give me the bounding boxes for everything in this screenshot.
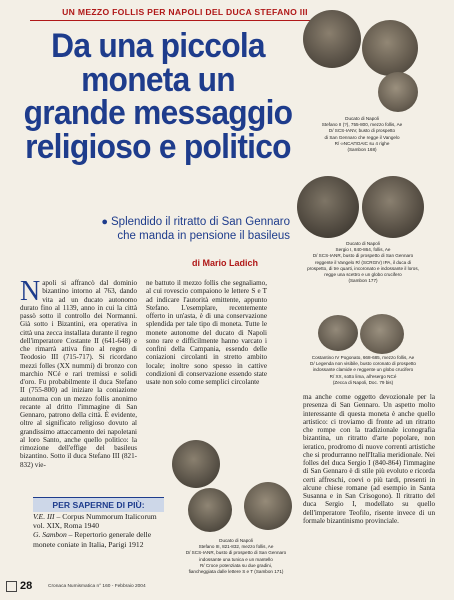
title-line-3: grande messaggio bbox=[23, 94, 293, 132]
drop-cap: N bbox=[20, 279, 41, 307]
caption-coin-4 bbox=[176, 538, 296, 575]
further-reading-heading: PER SAPERNE DI PIÙ: bbox=[33, 497, 164, 512]
caption-line: Sergio I, 840-864, follis, Ae bbox=[335, 247, 391, 253]
title-line-4: religioso e politico bbox=[25, 127, 291, 166]
column-3-text: ma anche come oggetto devozionale per la presenza di San Gennaro. Un aspetto molto interessante di questa moneta è anche quello artistico: ci troviamo di fronte ad un ritratto che rompe con la tradizionale iconografia bizantina, un ritratto d'arte popolare, non ieratico, prodromo di nuove correnti artistiche che si produrranno nell'Italia meridionale. Nei folles del duca Sergio I (840-864) l'immagine di San Gennaro è di stile più evoluto e ricorda certi affreschi, coevi o più tardi, presenti in alcune chiese romane (ad esempio in Santa Susanna e in San Crisogono). Il ritratto del duca Sergio I, modellato su quello dell'imperatore Teofilo, risente invece di un formale bizantinismo provinciale. bbox=[303, 393, 435, 525]
coin-image-4-reverse bbox=[244, 482, 292, 530]
caption-line: (Sambon 177) bbox=[348, 278, 378, 284]
caption-line: Ducato di Napoli bbox=[345, 116, 379, 121]
title-line-2: moneta un bbox=[81, 60, 235, 99]
caption-line: R/ ∞NCAΠOAIC su 4 righe bbox=[334, 140, 390, 146]
reference-author: G. Sambon bbox=[33, 530, 67, 540]
caption-line: D/ SCS-IANR, busto di prospetto di San Gennaro bbox=[185, 550, 287, 556]
subtitle-text: Splendido il ritratto di San Gennaro che manda in pensione il basileus bbox=[111, 216, 290, 242]
caption-line: prospetto, di tre quarti, incoronato e indossante il loros, bbox=[307, 265, 419, 271]
caption-line: R/ XX, sotto lima, all'esergo NCé bbox=[329, 373, 397, 379]
magazine-footer: Cronaca Numismatica n° 160 - Febbraio 2004 bbox=[48, 584, 146, 589]
caption-line: reggente il Vangelo R/ (SCRGIV) IPA, il duca di bbox=[314, 259, 412, 265]
coin-image-1-reverse bbox=[362, 20, 418, 76]
caption-line: Stefano II (?), 755-800, mezzo follis, Ae bbox=[321, 122, 403, 128]
column-1-text: apoli si affrancò dal dominio bizantino intorno al 763, dando vita ad un ducato autonomo durato fino al 1139, anno in cui la città passò sotto il controllo dei Normanni. Già sotto i Bizantini, era operativa in città una zecca installata durante il regno dell'imperatore Costante II (641-648) e che rimarrà attiva fino al regno di Teodosio III (715-717). Si ricordano mezzi folles (XX nummi) di bronzo con marchio NCé e rari tremissi e solidi d'oro. Fu probabilmente il duca Stefano II (755-800) ad iniziare la coniazione autonoma con un mezzo follis anonimo recante al dritto l'immagine di San Gennaro, patrono della città. È evidente, oltre al significato religioso dovuto al grandissimo attaccamento dei napoletani al loro Santo, anche quello politico: la rimozione dell'effige del basileus bizantino. Sotto il duca Stefano III (821-832) vie- bbox=[20, 279, 137, 469]
coin-image-1-detail bbox=[378, 72, 418, 112]
caption-line: R/ Croce potenziata su due gradini, bbox=[199, 562, 272, 568]
title-line-1: Da una piccola bbox=[51, 27, 265, 65]
kicker: UN MEZZO FOLLIS PER NAPOLI DEL DUCA STEFANO III bbox=[62, 7, 308, 17]
caption-line: Costantino IV Pogonato, 668-685, mezzo follis, Ae bbox=[311, 355, 415, 360]
article-column-1 bbox=[20, 279, 137, 489]
caption-coin-2 bbox=[296, 241, 430, 284]
bullet-icon: ● bbox=[101, 216, 108, 228]
caption-line: Stefano III, 821-832, mezzo follis, Ae bbox=[198, 544, 274, 550]
page-marker-icon bbox=[6, 581, 17, 592]
coin-image-4-obverse bbox=[188, 488, 232, 532]
reference-item bbox=[33, 512, 164, 530]
kicker-rule bbox=[30, 20, 342, 21]
article-column-3 bbox=[303, 393, 435, 581]
column-2-text: ne battuto il mezzo follis che segnaliamo, al cui rovescio compaiono le lettere S e T ad indicare l'autorità emittente, appunto Stefano. L'esemplare, recentemente offerto in un'asta, è di una conservazione splendida per tale tipo di moneta. Tutte le monete autonome del ducato di Napoli sono rare e difficilmente hanno varcato i confini della Campania, essendo delle coniazioni circolanti in stretto ambito locale; inoltre sono spesso in cattive condizioni di conservazione essendo state usate non solo come semplici circolante bbox=[146, 279, 267, 386]
caption-line: Ducato di Napoli bbox=[346, 241, 380, 246]
further-reading-box bbox=[33, 512, 164, 574]
reference-author: V.E. III bbox=[33, 512, 55, 521]
caption-line: D/ Legenda non visibile, busto coronato di prospetto bbox=[310, 361, 416, 367]
coin-image-2-reverse bbox=[362, 176, 424, 238]
caption-line: regge una scettro e un globo crucifero bbox=[324, 272, 402, 278]
article-column-2 bbox=[146, 279, 267, 459]
coin-image-3-obverse bbox=[318, 315, 358, 351]
caption-line: (Zecca di Napoli, Doc. 79 bis) bbox=[332, 379, 394, 385]
reference-text: – Corpus Nummorum Italicorum vol. XIX, Roma 1940 bbox=[33, 512, 157, 531]
caption-line: Ducato di Napoli bbox=[219, 538, 253, 543]
byline: di Mario Ladich bbox=[191, 258, 258, 268]
caption-coin-3 bbox=[296, 355, 430, 386]
caption-line: fiancheggiata dalle lettere S e T (Sambon 171) bbox=[188, 569, 284, 575]
caption-line: D/ SCS-IANR, busto di prospetto di San Gennaro bbox=[312, 253, 414, 259]
caption-line: D/ SCS-IANV, busto di prospetto bbox=[328, 128, 396, 134]
caption-line: di San Gennaro che regge il Vangelo bbox=[324, 134, 400, 140]
page-number: 28 bbox=[20, 580, 33, 592]
caption-line: indossante una tunica e un mantello bbox=[199, 556, 273, 562]
caption-line: (Sambon 168) bbox=[347, 147, 377, 153]
main-title bbox=[20, 27, 296, 166]
coin-image-1-obverse bbox=[303, 10, 361, 68]
reference-text: – Repertorio generale delle monete coniate in Italia, Parigi 1912 bbox=[33, 530, 152, 549]
subtitle bbox=[90, 215, 290, 243]
caption-line: indossante clamide e reggente un globo crucifero bbox=[312, 367, 414, 373]
coin-image-2-obverse bbox=[297, 176, 359, 238]
caption-coin-1 bbox=[300, 116, 424, 153]
coin-image-4-large bbox=[172, 440, 220, 488]
reference-item bbox=[33, 530, 164, 548]
coin-image-3-reverse bbox=[360, 314, 404, 354]
